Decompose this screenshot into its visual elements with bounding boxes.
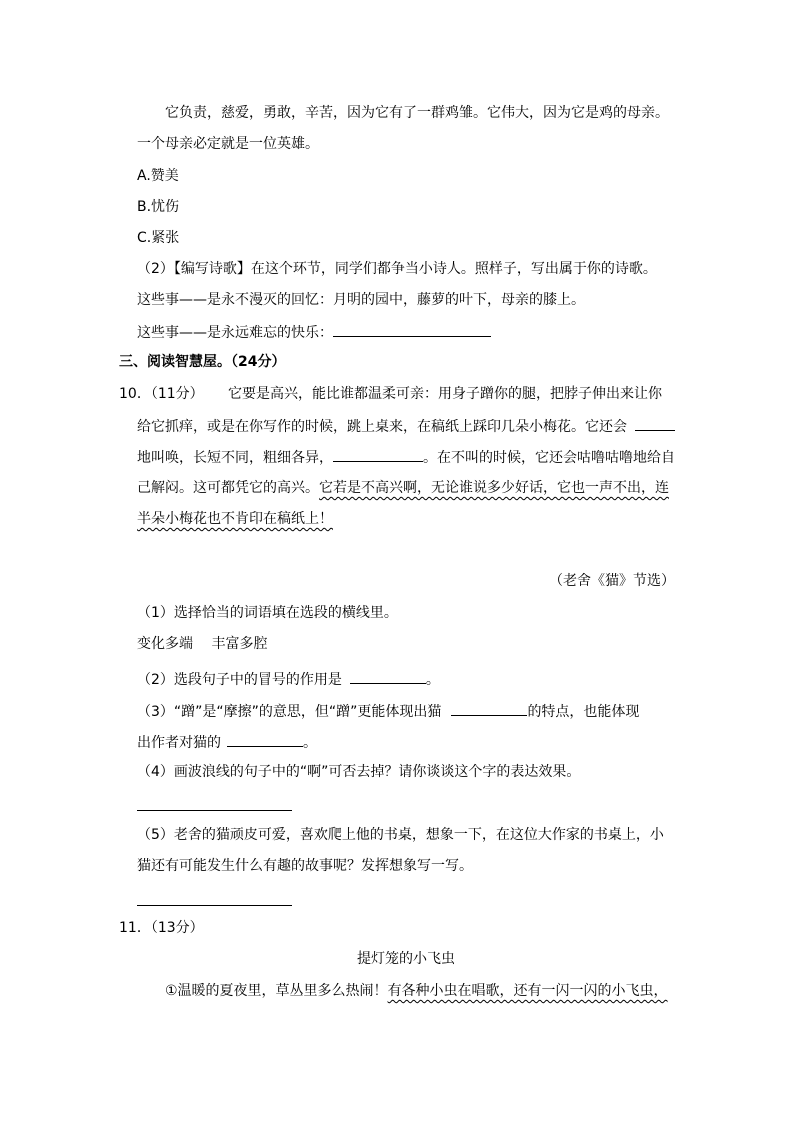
q11-header: 11．（13分） bbox=[119, 920, 204, 936]
q10-passage-line4-text: 己解闷。这可都凭它的高兴。 bbox=[137, 480, 319, 496]
q9-poem-answer-blank[interactable] bbox=[333, 321, 491, 337]
q9-option-b: B.忧伤 bbox=[137, 199, 180, 215]
q10-sub2-blank[interactable] bbox=[350, 668, 426, 684]
q9-poem-example: 这些事——是永不漫灭的回忆：月明的园中，藤萝的叶下，母亲的膝上。 bbox=[137, 292, 585, 308]
q9-option-c: C.紧张 bbox=[137, 230, 180, 246]
q10-word-choices: 变化多端 丰富多腔 bbox=[137, 636, 268, 652]
q10-source: （老舍《猫》节选） bbox=[549, 573, 675, 589]
q10-sub3-line2 bbox=[137, 731, 317, 753]
q9-passage-line1: 它负责，慈爱，勇敢，辛苦，因为它有了一群鸡雏。它伟大，因为它是鸡的母亲。 bbox=[165, 105, 669, 121]
q9-poem-prompt bbox=[137, 321, 491, 343]
q10-sub4: （4）画波浪线的句子中的“啊”可否去掉？请你谈谈这个字的表达效果。 bbox=[137, 764, 581, 780]
q10-blank-1[interactable] bbox=[635, 415, 675, 431]
q10-passage-line2-text: 给它抓痒，或是在你写作的时候，跳上桌来，在稿纸上踩印几朵小梅花。它还会 bbox=[137, 419, 627, 435]
q10-sub2-end: 。 bbox=[425, 672, 440, 688]
q10-sub5-answer-line[interactable] bbox=[137, 905, 292, 906]
q9-poem-prompt-text: 这些事——是永远难忘的快乐： bbox=[137, 325, 333, 341]
q10-wavy-sentence-start: 它若是不高兴啊，无论谁说多少好话，它也一声不出，连 bbox=[319, 480, 669, 496]
q10-header: 10．（11分） bbox=[119, 386, 204, 402]
q10-sub3-text-tail: 的特点，也能体现 bbox=[527, 704, 640, 720]
q10-sub3-blank-2[interactable] bbox=[227, 731, 303, 747]
q10-sub2 bbox=[137, 668, 440, 690]
q10-sub3-blank-1[interactable] bbox=[451, 700, 527, 716]
q10-sub5-line1: （5）老舍的猫顽皮可爱，喜欢爬上他的书桌，想象一下，在这位大作家的书桌上，小 bbox=[137, 827, 664, 843]
q9-option-a: A.赞美 bbox=[137, 168, 179, 184]
q10-passage-line1: 它要是高兴，能比谁都温柔可亲：用身子蹭你的腿，把脖子伸出来让你 bbox=[228, 386, 662, 402]
q10-sub2-text: （2）选段句子中的冒号的作用是 bbox=[137, 672, 342, 688]
q11-passage-line1 bbox=[165, 981, 668, 1001]
q10-sub5-line2: 猫还有可能发生什么有趣的故事呢？发挥想象写一写。 bbox=[137, 858, 473, 874]
q10-passage-line4 bbox=[137, 478, 669, 498]
q10-sub4-answer-line[interactable] bbox=[137, 810, 292, 811]
q9-sub2: （2）【编写诗歌】在这个环节，同学们都争当小诗人。照样子，写出属于你的诗歌。 bbox=[137, 261, 657, 277]
section-3-title: 三、阅读智慧屋。（24分） bbox=[119, 354, 286, 370]
q10-passage-line3-text: 地叫唤，长短不同，粗细各异， bbox=[137, 450, 333, 466]
q10-sub3-text: （3）“蹭”是“摩擦”的意思，但“蹭”更能体现出猫 bbox=[137, 704, 442, 720]
q10-sub3-line1 bbox=[137, 700, 639, 722]
q10-sub3-line2-text: 出作者对猫的 bbox=[137, 735, 221, 751]
q10-blank-2[interactable] bbox=[333, 446, 423, 462]
q10-sub1: （1）选择恰当的词语填在选段的横线里。 bbox=[137, 605, 398, 621]
q10-sub3-end: 。 bbox=[303, 735, 317, 751]
q11-title: 提灯笼的小飞虫 bbox=[357, 951, 455, 967]
q9-passage-line2: 一个母亲必定就是一位英雄。 bbox=[137, 136, 319, 152]
q10-passage-line3 bbox=[137, 446, 675, 468]
q10-passage-line2 bbox=[137, 415, 675, 437]
q10-passage-line5: 半朵小梅花也不肯印在稿纸上！ bbox=[137, 511, 333, 527]
q11-wavy-sentence: 有各种小虫在唱歌，还有一闪一闪的小飞虫， bbox=[387, 983, 668, 999]
q11-passage-line1-text: ①温暖的夏夜里，草丛里多么热闹！ bbox=[165, 983, 388, 999]
q10-passage-line3-tail: 。在不叫的时候，它还会咕噜咕噜地给自 bbox=[423, 450, 675, 466]
